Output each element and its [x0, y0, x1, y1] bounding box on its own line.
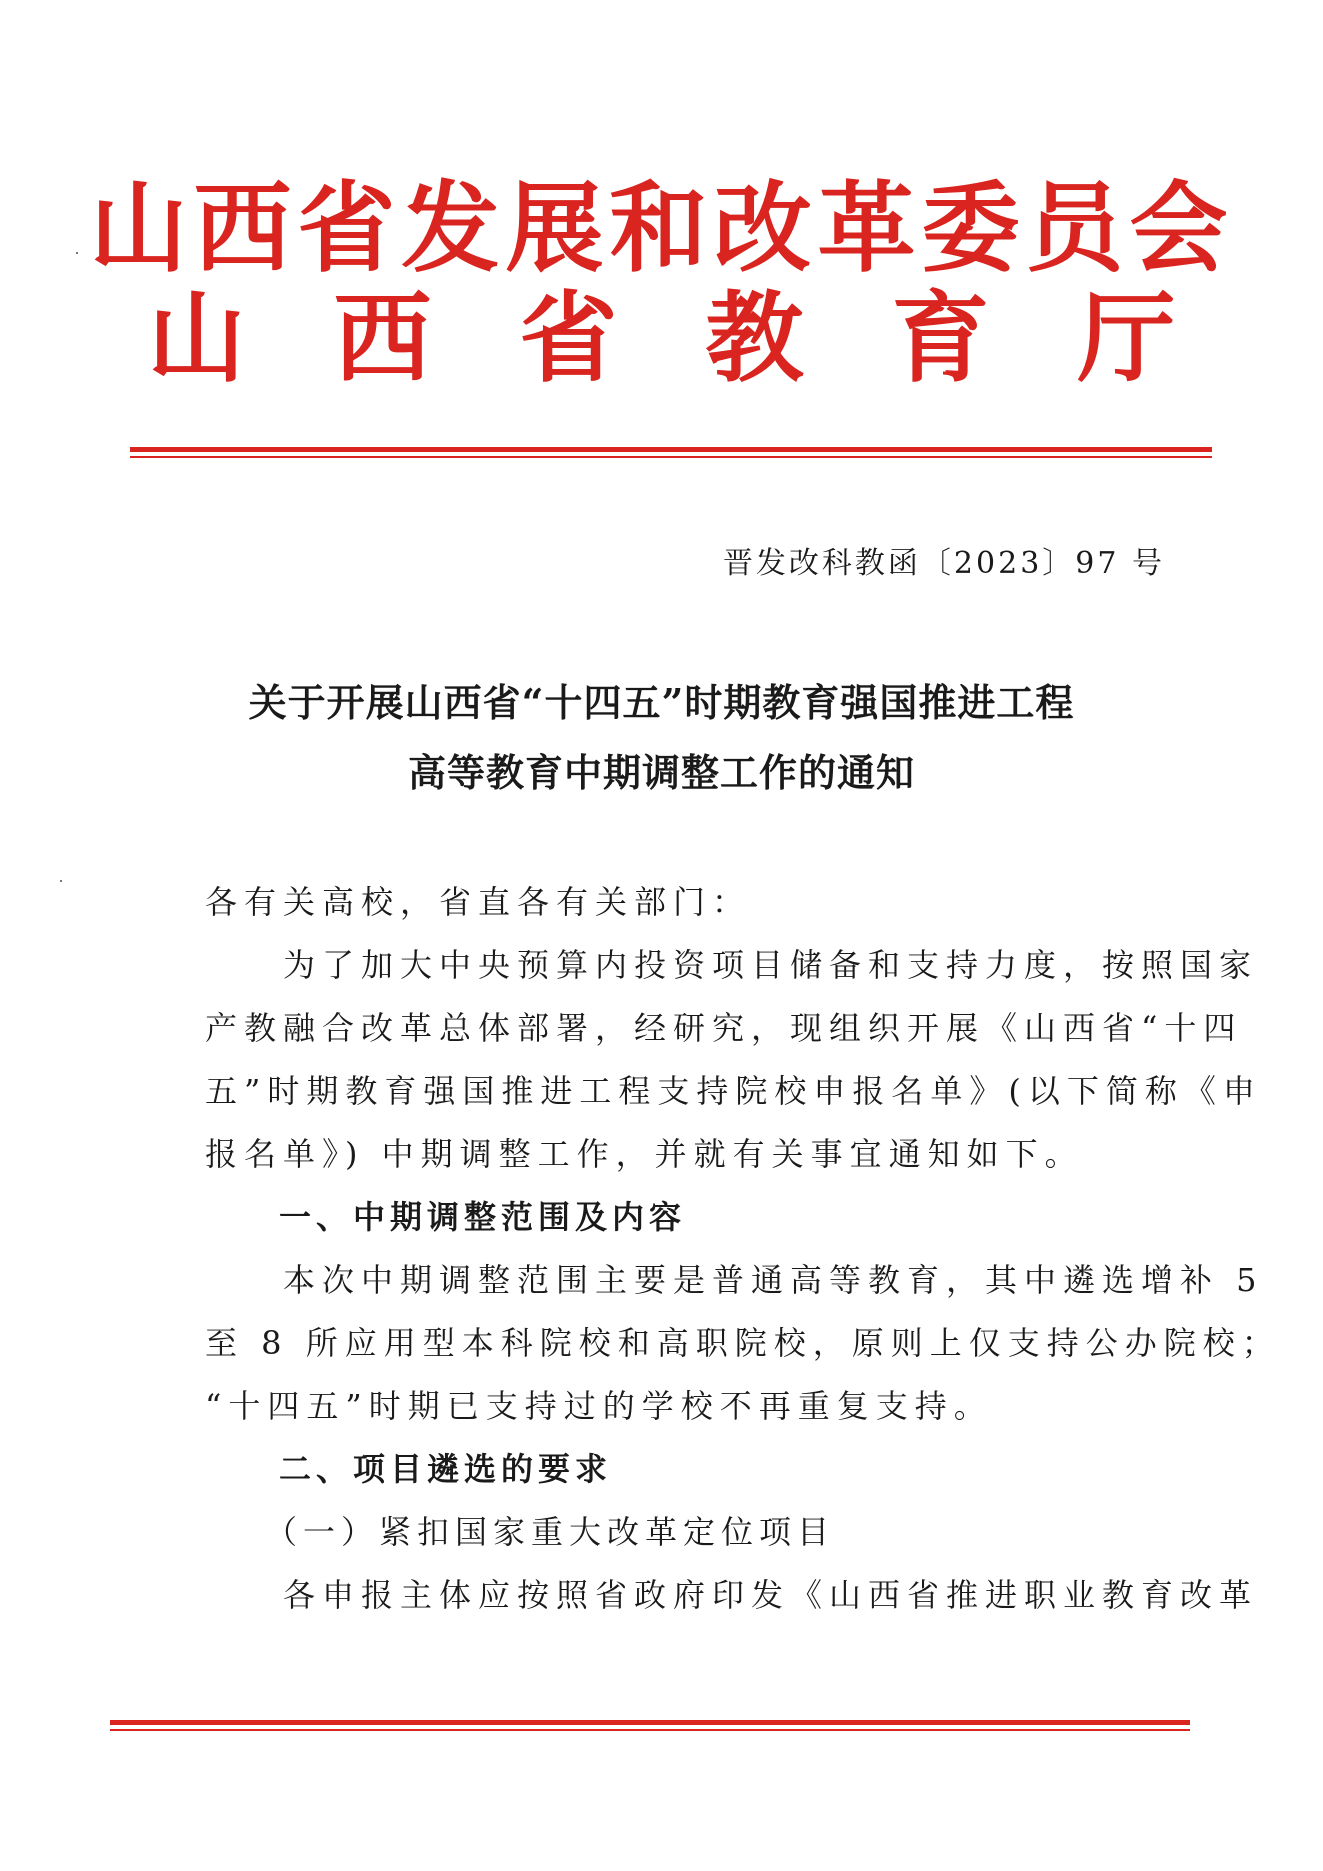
body-paragraph-line: 产教融合改革总体部署，经研究，现组织开展《山西省“十四: [205, 1009, 1243, 1047]
salutation: 各有关高校，省直各有关部门：: [205, 883, 752, 921]
body-paragraph-line: 为了加大中央预算内投资项目储备和支持力度，按照国家: [205, 946, 1259, 984]
body-paragraph-line: 各申报主体应按照省政府印发《山西省推进职业教育改革: [205, 1576, 1259, 1614]
top-red-rule-thick: [130, 447, 1212, 452]
body-paragraph-line: 至 8 所应用型本科院校和高职院校，原则上仅支持公办院校；: [205, 1324, 1281, 1362]
body-paragraph-line: 本次中期调整范围主要是普通高等教育，其中遴选增补 5: [205, 1261, 1264, 1299]
sub-heading-1: （一）紧扣国家重大改革定位项目: [205, 1513, 836, 1551]
section-heading-1: 一、中期调整范围及内容: [205, 1198, 687, 1236]
scan-speck: [60, 880, 62, 882]
issuer-header-line-1: 山西省发展和改革委员会: [89, 171, 1234, 286]
bottom-red-rule-thin: [110, 1729, 1190, 1731]
section-heading-2: 二、项目遴选的要求: [205, 1450, 613, 1488]
document-number: 晋发改科教函〔2023〕97 号: [722, 546, 1165, 581]
body-paragraph-line: 五”时期教育强国推进工程支持院校申报名单》(以下简称《申: [205, 1072, 1262, 1110]
top-red-rule-thin: [130, 456, 1212, 458]
bottom-red-rule-thick: [110, 1720, 1190, 1725]
body-paragraph-line: “十四五”时期已支持过的学校不再重复支持。: [205, 1387, 993, 1425]
body-paragraph-line: 报名单》) 中期调整工作，并就有关事宜通知如下。: [205, 1135, 1084, 1173]
issuer-header-line-2: 山西省教育厅: [147, 281, 1264, 396]
scan-speck: [76, 252, 78, 254]
notice-title-line-1: 关于开展山西省“十四五”时期教育强国推进工程: [248, 680, 1075, 725]
notice-title-line-2: 高等教育中期调整工作的通知: [407, 750, 915, 795]
